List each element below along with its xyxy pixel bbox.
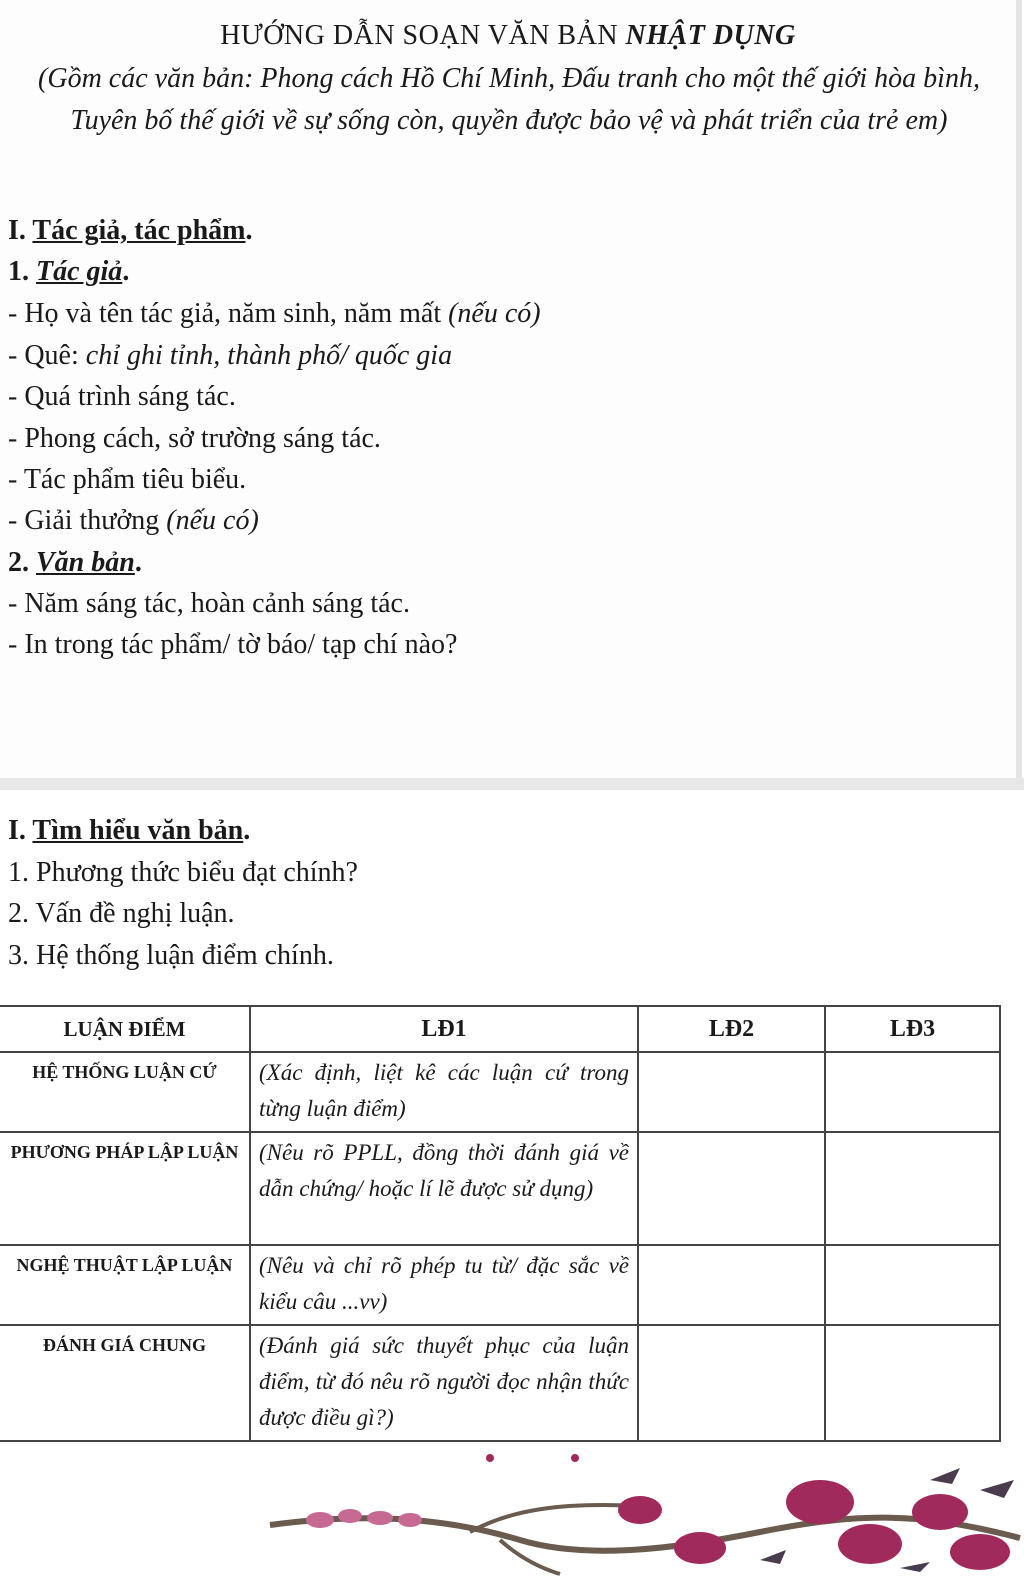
section-2-heading: I. Tìm hiểu văn bản. [8,815,251,846]
table-row [0,1325,1000,1441]
author-item: - Giải thưởng (nếu có) [8,505,259,536]
argument-table [0,1005,1001,1442]
ld1-cell: (Nêu và chỉ rõ phép tu từ/ đặc sắc về kiểu câu ...vv) [250,1245,638,1325]
author-item: - Tác phẩm tiêu biểu. [8,464,247,495]
table-header: LUẬN ĐIỂM [0,1006,250,1052]
ld1-cell: (Đánh giá sức thuyết phục của luận điểm, từ đó nêu rõ người đọc nhận thức được điều gì?) [250,1325,638,1441]
table-row [0,1052,1000,1132]
row-label: HỆ THỐNG LUẬN CỨ [0,1052,250,1132]
author-heading: 1. Tác giả. [8,256,130,287]
author-item: - Phong cách, sở trường sáng tác. [8,423,381,454]
branch [470,1505,640,1532]
author-item: - Quê: chỉ ghi tỉnh, thành phố/ quốc gia [8,340,453,371]
ld3-cell [825,1245,1000,1325]
section-1-heading: I. Tác giả, tác phẩm. [8,215,253,246]
table-row [0,1132,1000,1245]
table-header: LĐ2 [638,1006,825,1052]
text-heading: 2. Văn bản. [8,547,142,578]
ld2-cell [638,1325,825,1441]
ld1-cell: (Nêu rõ PPLL, đồng thời đánh giá về dẫn chứng/ hoặc lí lẽ được sử dụng) [250,1132,638,1245]
document-title: HƯỚNG DẪN SOẠN VĂN BẢN NHẬT DỤNG [220,20,796,51]
author-item: - Quá trình sáng tác. [8,381,236,412]
row-label: ĐÁNH GIÁ CHUNG [0,1325,250,1441]
table-header: LĐ1 [250,1006,638,1052]
ld3-cell [825,1052,1000,1132]
table-header: LĐ3 [825,1006,1000,1052]
author-item: - Họ và tên tác giả, năm sinh, năm mất (nếu có) [8,298,541,329]
ld3-cell [825,1325,1000,1441]
table-header-row [0,1006,1000,1052]
text-item: - In trong tác phẩm/ tờ báo/ tạp chí nào? [8,629,458,660]
ld1-cell: (Xác định, liệt kê các luận cứ trong từng luận điểm) [250,1052,638,1132]
row-label: NGHỆ THUẬT LẬP LUẬN [0,1245,250,1325]
row-label: PHƯƠNG PHÁP LẬP LUẬN [0,1132,250,1245]
analysis-item: 2. Vấn đề nghị luận. [8,898,235,929]
text-item: - Năm sáng tác, hoàn cảnh sáng tác. [8,588,410,619]
ld2-cell [638,1245,825,1325]
analysis-item: 1. Phương thức biểu đạt chính? [8,857,358,888]
flower-branch-decoration [0,1440,1024,1577]
ld2-cell [638,1052,825,1132]
petal-dot [571,1454,579,1462]
table-row [0,1245,1000,1325]
analysis-item: 3. Hệ thống luận điểm chính. [8,940,334,971]
document-subtitle: (Gồm các văn bản: Phong cách Hồ Chí Minh, Đấu tranh cho một thế giới hòa bình, Tuyên bố thế giới về sự sống còn, quyền được bảo vệ và phát triển của trẻ em) [38,63,980,136]
ld2-cell [638,1132,825,1245]
petal-dot [486,1454,494,1462]
page-separator [0,778,1024,790]
ld3-cell [825,1132,1000,1245]
